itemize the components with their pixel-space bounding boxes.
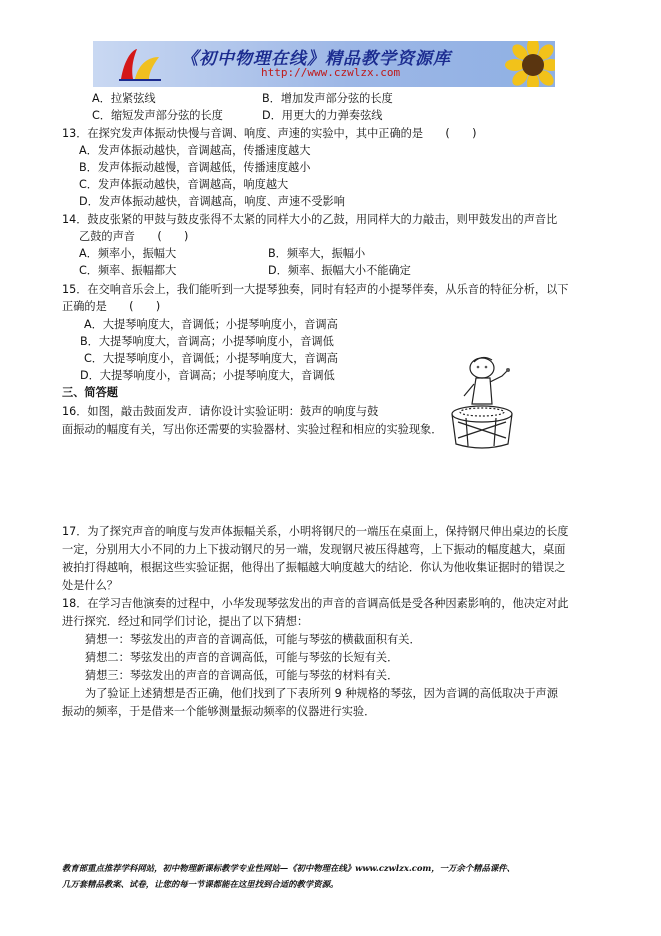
q14-option-d: D．频率、振幅大小不能确定 — [268, 264, 411, 277]
q15-stem-line1: 15．在交响音乐会上，我们能听到一大提琴独奏，同时有轻声的小提琴伴奏，从乐音的特征分析，以下 — [62, 283, 569, 296]
q12-option-b: B．增加发声部分弦的长度 — [262, 92, 393, 105]
q14-option-a: A．频率小，振幅大 — [79, 247, 177, 260]
q14-option-b: B．频率大，振幅小 — [268, 247, 366, 260]
footer-line1: 教育部重点推荐学科网站，初中物理新课标教学专业性网站—《初中物理在线》www.czwlzx.com，一万余个精品课件、 — [62, 863, 516, 873]
q15-stem-line2: 正确的是 ( ) — [62, 300, 161, 313]
q14-option-c: C．频率、振幅都大 — [79, 264, 177, 277]
q13-option-b: B．发声体振动越慢，音调越低，传播速度越小 — [79, 161, 311, 174]
sunflower-icon — [503, 41, 555, 87]
banner-title: 《初中物理在线》精品教学资源库 — [181, 49, 451, 69]
q12-option-c: C．缩短发声部分弦的长度 — [92, 109, 223, 122]
q15-option-b: B．大提琴响度大，音调高；小提琴响度小，音调低 — [80, 335, 334, 348]
q12-option-a: A．拉紧弦线 — [92, 92, 156, 105]
q13-option-d: D．发声体振动越快，音调越高，响度、声速不受影响 — [79, 195, 345, 208]
q18-guess1: 猜想一：琴弦发出的声音的音调高低，可能与琴弦的横截面积有关． — [85, 633, 421, 646]
q17-line4: 处是什么？ — [62, 579, 118, 592]
section-heading: 三、简答题 — [62, 386, 118, 399]
q13-stem: 13．在探究发声体振动快慢与音调、响度、声速的实验中，其中正确的是 ( ) — [62, 127, 477, 140]
q18-guess2: 猜想二：琴弦发出的声音的音调高低，可能与琴弦的长短有关． — [85, 651, 399, 664]
q13-option-a: A．发声体振动越快，音调越高，传播速度越大 — [79, 144, 311, 157]
q18-line1: 18．在学习吉他演奏的过程中，小华发现琴弦发出的声音的音调高低是受各种因素影响的，他决定对此 — [62, 597, 569, 610]
footer-line2: 几万套精品教案、试卷，让您的每一节课都能在这里找到合适的教学资源。 — [62, 879, 339, 889]
q12-option-d: D．用更大的力弹奏弦线 — [262, 109, 383, 122]
q18-line2: 进行探究．经过和同学们讨论，提出了以下猜想： — [62, 615, 309, 628]
site-logo-icon — [115, 45, 165, 83]
q14-stem-line1: 14．鼓皮张紧的甲鼓与鼓皮张得不太紧的同样大小的乙鼓，用同样大的力敲击，则甲鼓发出的声音比 — [62, 213, 558, 226]
q16-line1: 16．如图，敲击鼓面发声．请你设计实验证明：鼓声的响度与鼓 — [62, 405, 379, 418]
q18-guess3: 猜想三：琴弦发出的声音的音调高低，可能与琴弦的材料有关． — [85, 669, 399, 682]
q13-option-c: C．发声体振动越快，音调越高，响度越大 — [79, 178, 289, 191]
q18-line4: 振动的频率，于是借来一个能够测量振动频率的仪器进行实验． — [62, 705, 376, 718]
q17-line2: 一定，分别用大小不同的力上下拔动钢尺的另一端，发现钢尺被压得越弯，上下振动的幅度越大，桌面 — [62, 543, 566, 556]
q17-line1: 17．为了探究声音的响度与发声体振幅关系，小明将钢尺的一端压在桌面上，保持钢尺伸出桌边的长度 — [62, 525, 569, 538]
q14-stem-line2: 乙鼓的声音 ( ) — [79, 230, 189, 243]
q15-option-c: C．大提琴响度小，音调低；小提琴响度大，音调高 — [84, 352, 338, 365]
q16-line2: 面振动的幅度有关，写出你还需要的实验器材、实验过程和相应的实验现象． — [62, 423, 443, 436]
drum-illustration — [446, 352, 524, 452]
q17-line3: 被拍打得越响，根据这些实验证据，他得出了振幅越大响度越大的结论．你认为他收集证据时的错误之 — [62, 561, 566, 574]
q15-option-a: A．大提琴响度大，音调低；小提琴响度小，音调高 — [84, 318, 338, 331]
q15-option-d: D．大提琴响度小，音调高；小提琴响度大，音调低 — [80, 369, 335, 382]
banner-url: http://www.czwlzx.com — [261, 66, 401, 79]
q18-line3: 为了验证上述猜想是否正确，他们找到了下表所列 9 种规格的琴弦，因为音调的高低取决于声源 — [85, 687, 558, 700]
header-banner — [93, 41, 555, 87]
